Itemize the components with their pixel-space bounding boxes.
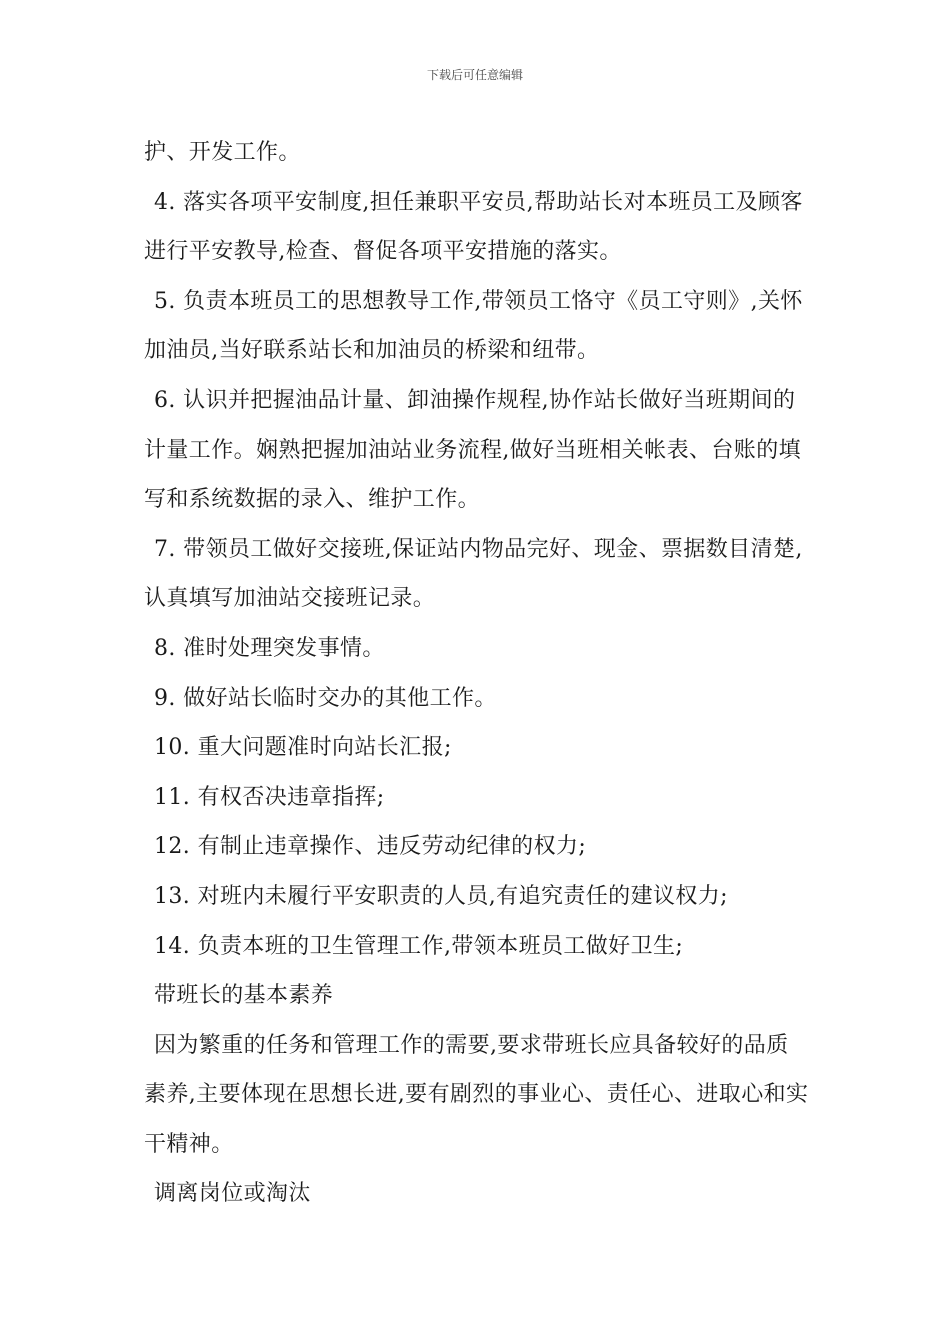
paragraph-line: 8. 准时处理突发事情。 [154,635,385,661]
paragraph-line: 4. 落实各项平安制度,担任兼职平安员,帮助站长对本班员工及顾客 [154,189,803,215]
paragraph-line: 5. 负责本班员工的思想教导工作,带领员工恪守《员工守则》,关怀 [154,288,803,314]
paragraph-line: 14. 负责本班的卫生管理工作,带领本班员工做好卫生; [154,933,684,959]
paragraph-line: 护、开发工作。 [144,140,301,165]
paragraph-line: 进行平安教导,检查、督促各项平安措施的落实。 [144,239,622,265]
paragraph-line: 7. 带领员工做好交接班,保证站内物品完好、现金、票据数目清楚, [154,536,803,562]
section-heading: 调离岗位或淘汰 [154,1181,311,1207]
page-header: 下载后可任意编辑 [426,68,523,82]
paragraph-line: 12. 有制止违章操作、违反劳动纪律的权力; [154,834,587,860]
paragraph-line: 干精神。 [144,1131,234,1157]
paragraph-line: 13. 对班内未履行平安职责的人员,有追究责任的建议权力; [154,883,728,909]
document-body [144,128,816,1219]
paragraph-line: 因为繁重的任务和管理工作的需要,要求带班长应具备较好的品质 [154,1032,789,1058]
paragraph-line: 加油员,当好联系站长和加油员的桥梁和纽带。 [144,338,600,364]
section-heading: 带班长的基本素养 [154,983,334,1009]
paragraph-line: 素养,主要体现在思想长进,要有剧烈的事业心、责任心、进取心和实 [144,1082,809,1108]
paragraph-line: 写和系统数据的录入、维护工作。 [144,487,481,513]
paragraph-line: 9. 做好站长临时交办的其他工作。 [154,685,497,711]
paragraph-line: 11. 有权否决违章指挥; [154,784,385,810]
paragraph-line: 10. 重大问题准时向站长汇报; [154,735,452,761]
paragraph-line: 认真填写加油站交接班记录。 [144,586,436,612]
paragraph-line: 计量工作。娴熟把握加油站业务流程,做好当班相关帐表、台账的填 [144,437,801,463]
paragraph-line: 6. 认识并把握油品计量、卸油操作规程,协作站长做好当班期间的 [154,387,796,413]
